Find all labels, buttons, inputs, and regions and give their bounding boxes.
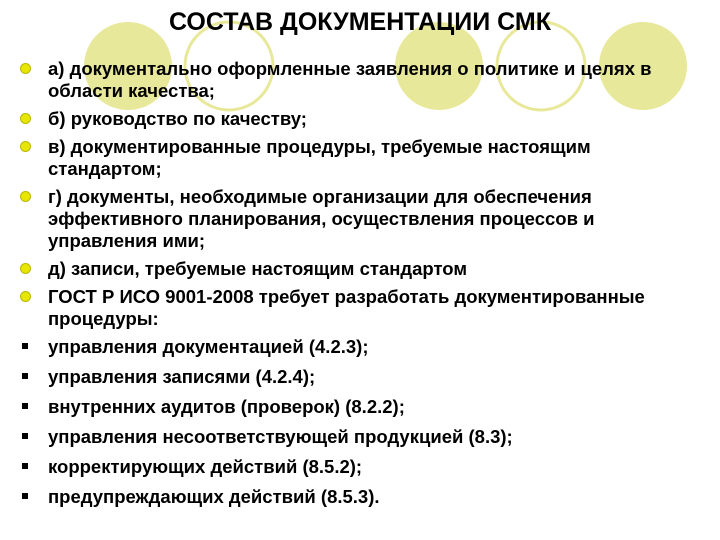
square-bullet-icon bbox=[22, 433, 28, 439]
list-item bbox=[20, 336, 690, 358]
list-item-text: предупреждающих действий (8.5.3). bbox=[48, 486, 380, 507]
yellow-bullet-icon bbox=[20, 191, 31, 202]
square-bullet-icon bbox=[22, 463, 28, 469]
list-item bbox=[20, 58, 690, 102]
list-item bbox=[20, 366, 690, 388]
yellow-bullet-icon bbox=[20, 263, 31, 274]
square-bullet-icon bbox=[22, 403, 28, 409]
square-bullet-icon bbox=[22, 373, 28, 379]
list-item-text: внутренних аудитов (проверок) (8.2.2); bbox=[48, 396, 405, 417]
list-item-text: управления несоответствующей продукцией (8.3); bbox=[48, 426, 513, 447]
list-item bbox=[20, 396, 690, 418]
list-item-text: г) документы, необходимые организации для обеспечения эффективного планирования, осуществления процессов и управления ими; bbox=[48, 186, 595, 251]
list-item bbox=[20, 426, 690, 448]
list-item-text: ГОСТ Р ИСО 9001-2008 требует разработать документированные процедуры: bbox=[48, 286, 645, 329]
square-bullet-icon bbox=[22, 343, 28, 349]
slide-title: СОСТАВ ДОКУМЕНТАЦИИ СМК bbox=[168, 8, 551, 36]
list-item-text: а) документально оформленные заявления о политике и целях в области качества; bbox=[48, 58, 652, 101]
square-bullet-icon bbox=[22, 493, 28, 499]
list-item-text: управления записями (4.2.4); bbox=[48, 366, 316, 387]
list-item-text: б) руководство по качеству; bbox=[48, 108, 307, 129]
list-item bbox=[20, 258, 690, 280]
list-item-text: д) записи, требуемые настоящим стандартом bbox=[48, 258, 468, 279]
list-item bbox=[20, 108, 690, 130]
list-item-text: управления документацией (4.2.3); bbox=[48, 336, 369, 357]
yellow-bullet-icon bbox=[20, 63, 31, 74]
list-item bbox=[20, 456, 690, 478]
bullet-list bbox=[20, 58, 690, 516]
list-item bbox=[20, 136, 690, 180]
list-item bbox=[20, 286, 690, 330]
list-item-text: корректирующих действий (8.5.2); bbox=[48, 456, 363, 477]
list-item bbox=[20, 486, 690, 508]
list-item-text: в) документированные процедуры, требуемые настоящим стандартом; bbox=[48, 136, 591, 179]
yellow-bullet-icon bbox=[20, 291, 31, 302]
yellow-bullet-icon bbox=[20, 141, 31, 152]
yellow-bullet-icon bbox=[20, 113, 31, 124]
list-item bbox=[20, 186, 690, 252]
